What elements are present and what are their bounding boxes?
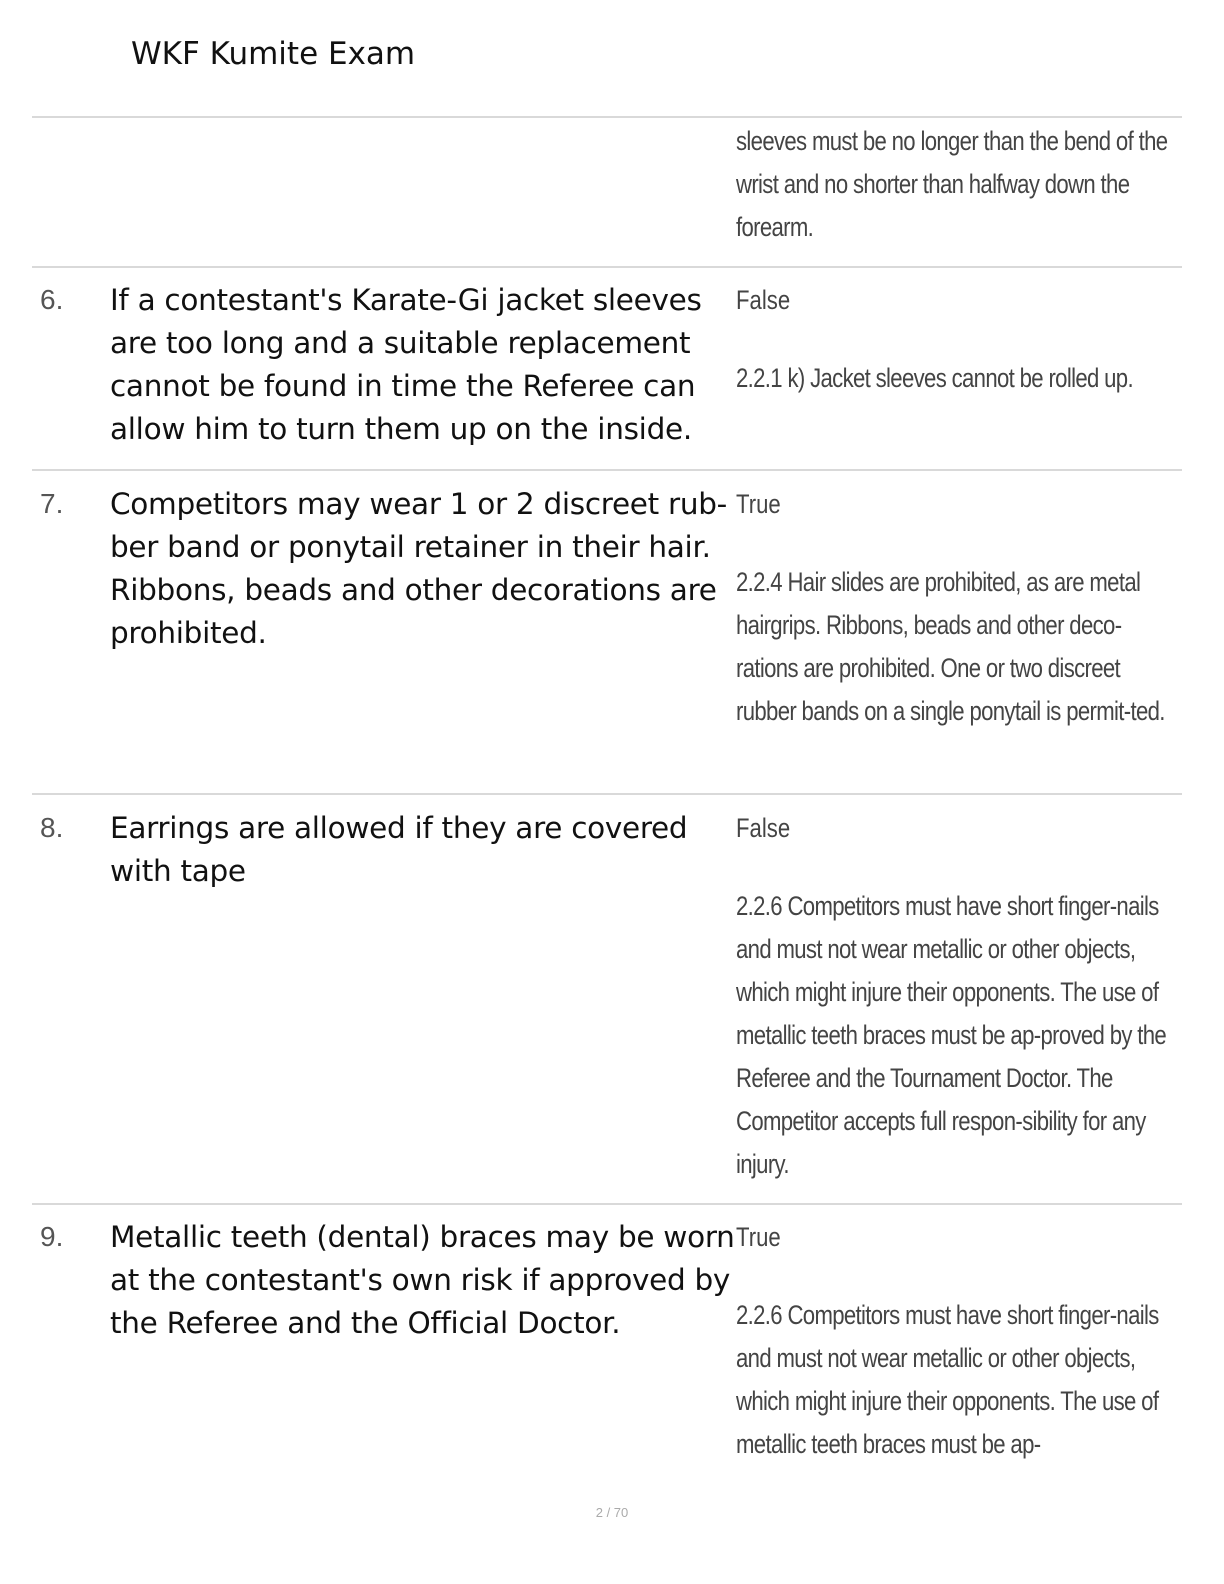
answer-block bbox=[736, 483, 1171, 733]
answer-block bbox=[736, 279, 1171, 400]
divider bbox=[32, 793, 1182, 795]
question-text: Competitors may wear 1 or 2 discreet rub-ber band or ponytail retainer in their hair. Ribbons, beads and other decorations are prohibited. bbox=[110, 487, 727, 650]
question-text: Metallic teeth (dental) braces may be worn at the contestant's own risk if approved by the Referee and the Official Doctor. bbox=[110, 1220, 735, 1340]
rule-reference: 2.2.6 Competitors must have short finger-nails and must not wear metallic or other objects, which might injure their opponents. The use of metallic teeth braces must be ap- bbox=[736, 1300, 1159, 1459]
answer-block bbox=[736, 1216, 1171, 1466]
continuation-text: sleeves must be no longer than the bend of the wrist and no shorter than halfway down the forearm. bbox=[736, 126, 1168, 242]
answer-value: True bbox=[736, 489, 781, 519]
divider bbox=[32, 266, 1182, 268]
rule-reference: 2.2.6 Competitors must have short finger-nails and must not wear metallic or other objects, which might injure their opponents. The use of metallic teeth braces must be ap-proved by the Referee and the Tournament Doctor. The Competitor accepts full respon-sibility for any injury. bbox=[736, 891, 1167, 1179]
answer-value: True bbox=[736, 1222, 781, 1252]
answer-value: False bbox=[736, 285, 791, 315]
question-number: 6. bbox=[40, 284, 64, 315]
divider bbox=[32, 116, 1182, 118]
question-number: 9. bbox=[40, 1221, 64, 1252]
rule-reference: 2.2.1 k) Jacket sleeves cannot be rolled up. bbox=[736, 363, 1133, 393]
answer-block bbox=[736, 807, 1171, 1186]
question-text: Earrings are allowed if they are covered with tape bbox=[110, 811, 688, 888]
divider bbox=[32, 1203, 1182, 1205]
page-number: 2 / 70 bbox=[595, 1505, 629, 1520]
continuation-block bbox=[736, 120, 1171, 249]
question-number: 7. bbox=[40, 488, 64, 519]
answer-value: False bbox=[736, 813, 791, 843]
divider bbox=[32, 469, 1182, 471]
question-text: If a contestant's Karate-Gi jacket sleeves are too long and a suitable replacement cannot be found in time the Referee can allow him to turn them up on the inside. bbox=[110, 283, 702, 446]
document-title: WKF Kumite Exam bbox=[131, 36, 416, 72]
question-number: 8. bbox=[40, 812, 64, 843]
rule-reference: 2.2.4 Hair slides are prohibited, as are metal hairgrips. Ribbons, beads and other deco-rations are prohibited. One or two discreet rubber bands on a single ponytail is permit-ted. bbox=[736, 567, 1165, 726]
